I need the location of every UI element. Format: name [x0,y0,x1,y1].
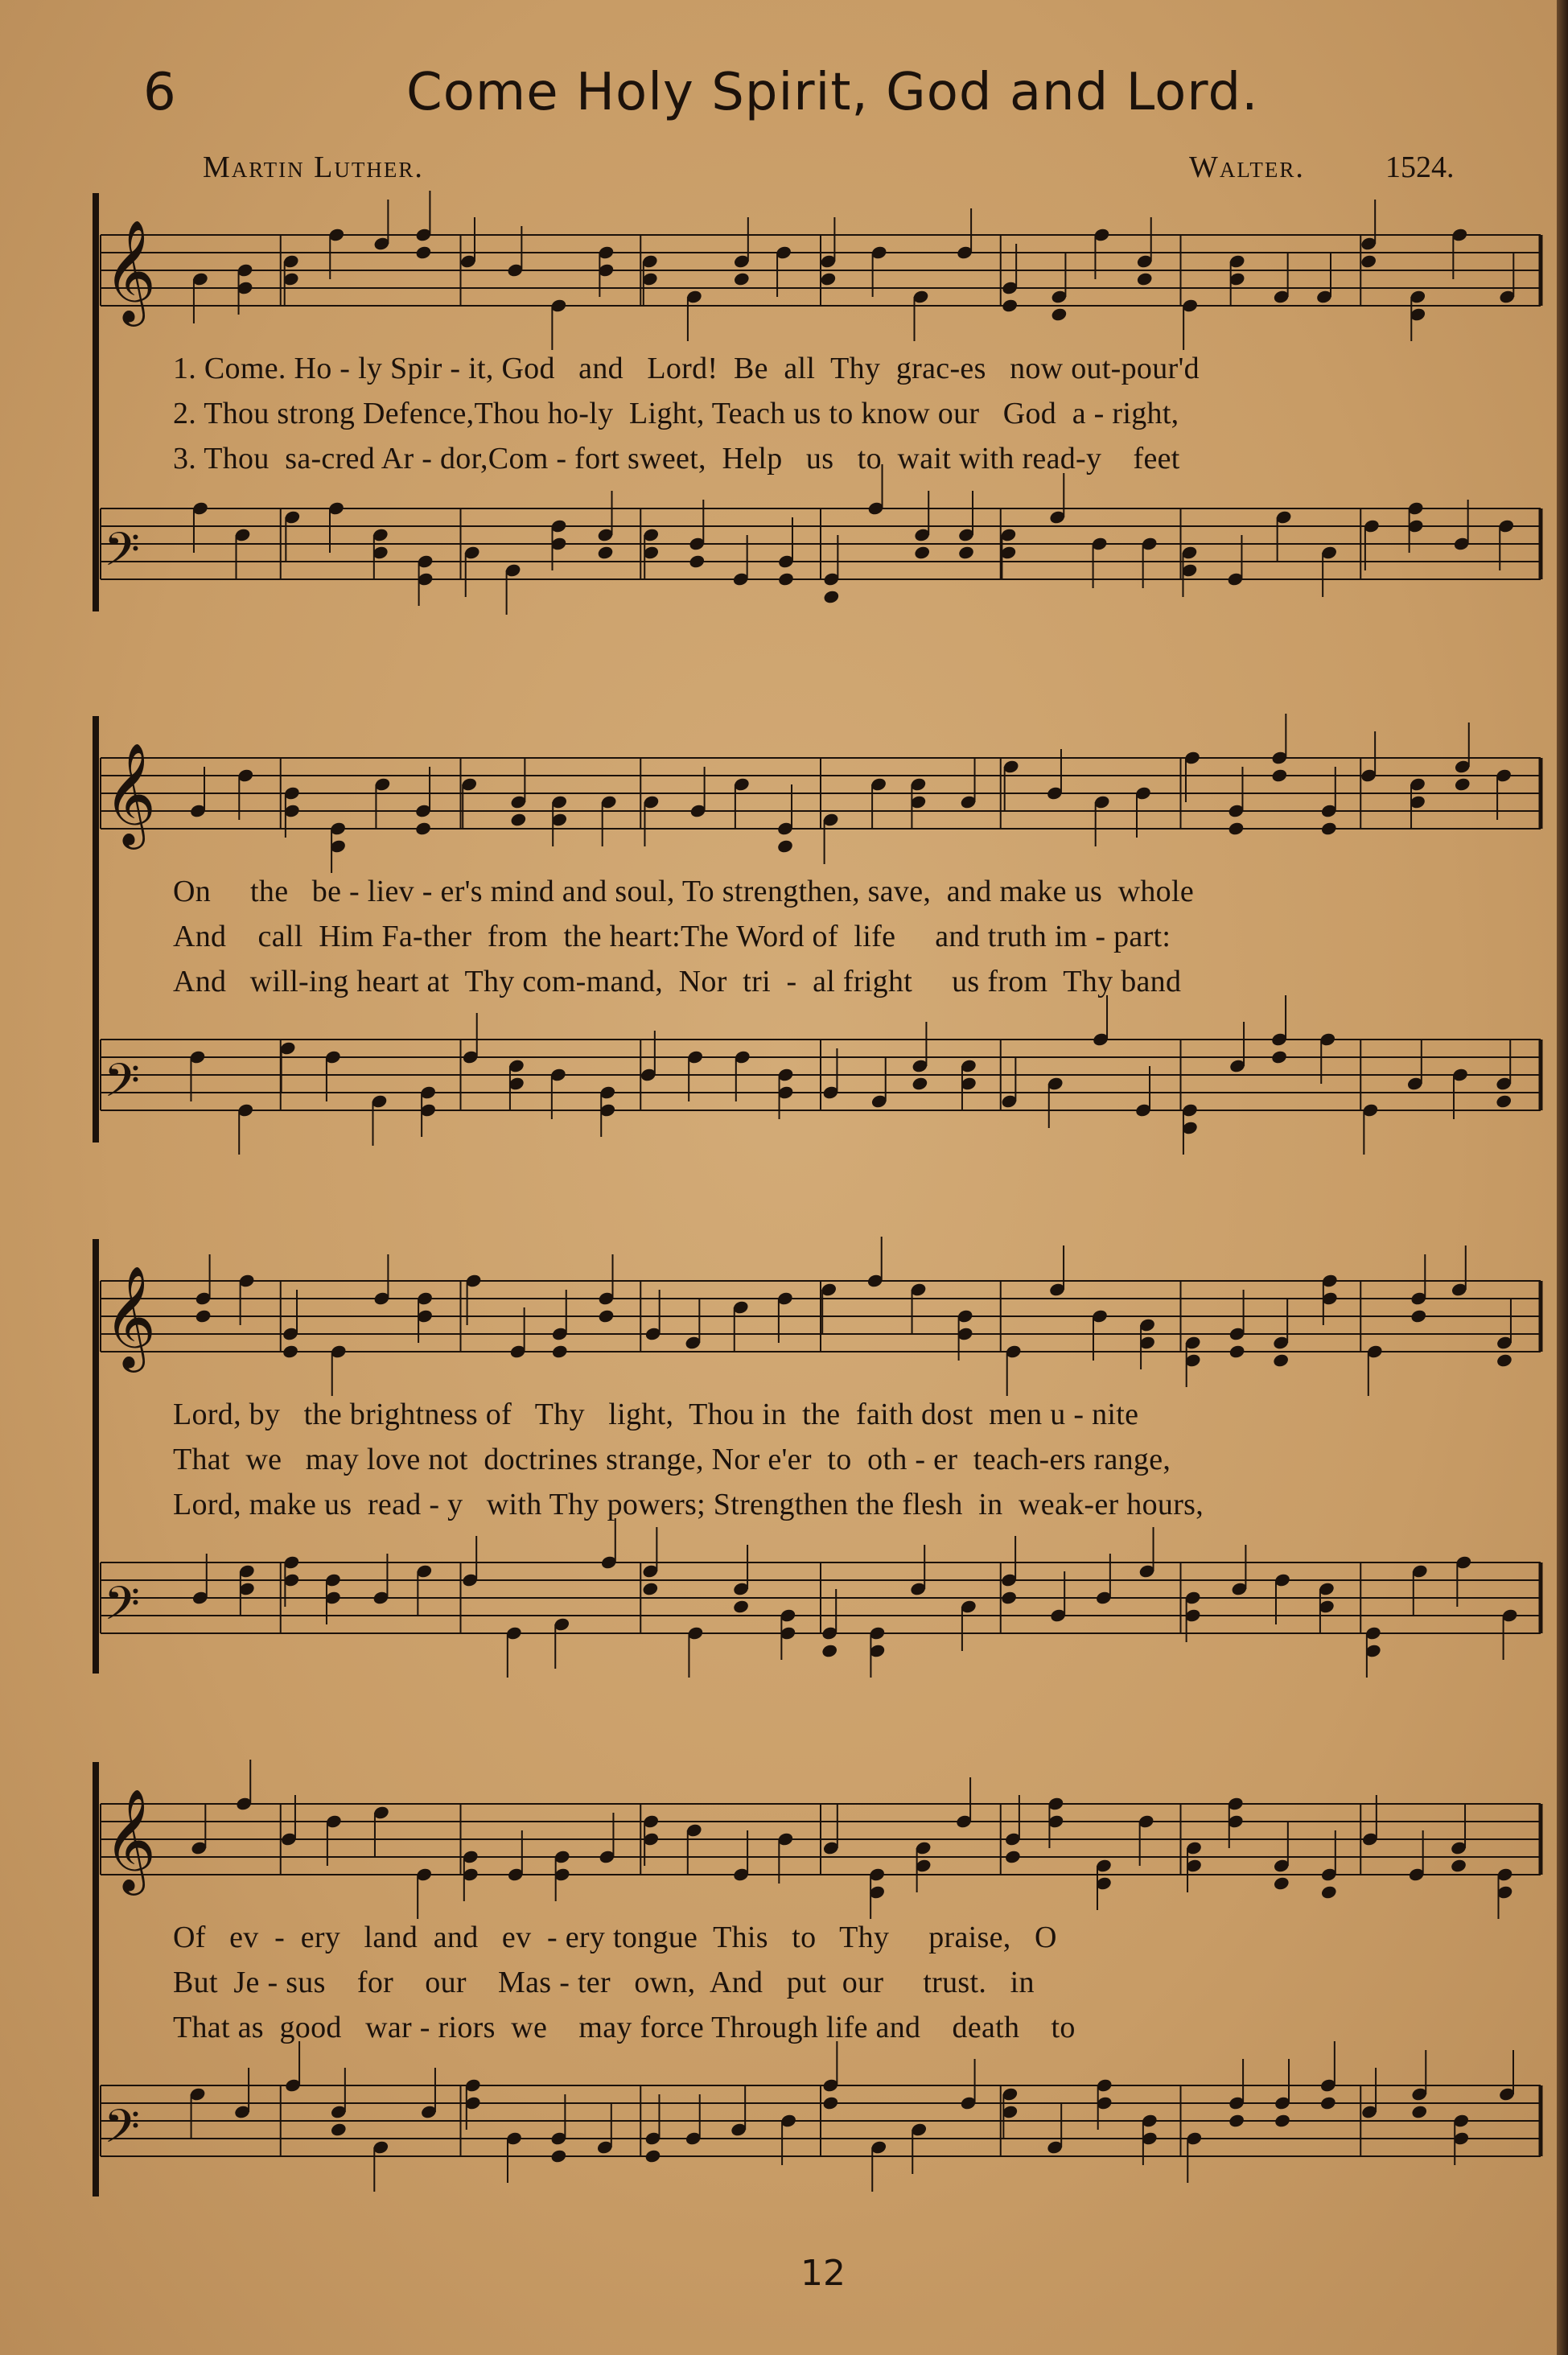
lyric-verse-3: And will-ing heart at Thy com-mand, Nor tri - al fright us from Thy band [173,965,1182,998]
treble-staff [93,217,1547,346]
hymn-number: 6 [143,63,176,122]
hymn-title: Come Holy Spirit, God and Lord. [406,63,1259,122]
treble-staff [93,1786,1547,1915]
lyric-verse-2: But Je - sus for our Mas - ter own, And put our trust. in [173,1966,1035,1999]
treble-staff [93,740,1547,869]
music-system-1 [93,193,1547,644]
lyric-verse-3: 3. Thou sa-cred Ar - dor,Com - fort sweet, Help us to wait with read-y feet [173,442,1180,476]
lyric-verse-3: That as good war - riors we may force Through life and death to [173,2011,1076,2044]
svg-text:𝄢: 𝄢 [104,2099,141,2165]
composition-year: 1524. [1385,150,1455,184]
lyric-verse-3: Lord, make us read - y with Thy powers; Strengthen the flesh in weak-er hours, [173,1488,1204,1521]
bass-staff [93,2068,1547,2196]
lyric-verse-1: Lord, by the brightness of Thy light, Thou in the faith dost men u - nite [173,1398,1139,1431]
bass-staff [93,491,1547,620]
lyric-verse-2: That we may love not doctrines strange, Nor e'er to oth - er teach-ers range, [173,1443,1171,1476]
svg-text:𝄢: 𝄢 [104,522,141,588]
composer-credit: Walter. [1189,150,1305,184]
lyric-verse-1: 1. Come. Ho - ly Spir - it, God and Lord! Be all Thy grac-es now out-pour'd [173,352,1200,385]
bass-staff [93,1545,1547,1674]
treble-staff [93,1263,1547,1392]
music-system-3 [93,1239,1547,1690]
svg-text:𝄞: 𝄞 [104,219,157,322]
svg-text:𝄞: 𝄞 [104,742,157,845]
lyric-verse-2: And call Him Fa-ther from the heart:The Word of life and truth im - part: [173,920,1171,953]
lyric-verse-1: On the be - liev - er's mind and soul, To strengthen, save, and make us whole [173,875,1194,908]
book-spine [1557,0,1568,2355]
author-credit: Martin Luther. [203,150,424,184]
music-system-4 [93,1762,1547,2213]
svg-text:𝄞: 𝄞 [104,1788,157,1891]
svg-text:𝄞: 𝄞 [104,1265,157,1368]
page-number: 12 [800,2253,846,2294]
svg-text:𝄢: 𝄢 [104,1576,141,1642]
svg-text:𝄢: 𝄢 [104,1053,141,1119]
lyric-verse-2: 2. Thou strong Defence,Thou ho-ly Light, Teach us to know our God a - right, [173,397,1179,430]
music-system-2 [93,716,1547,1167]
bass-staff [93,1022,1547,1151]
lyric-verse-1: Of ev - ery land and ev - ery tongue This to Thy praise, O [173,1921,1057,1954]
